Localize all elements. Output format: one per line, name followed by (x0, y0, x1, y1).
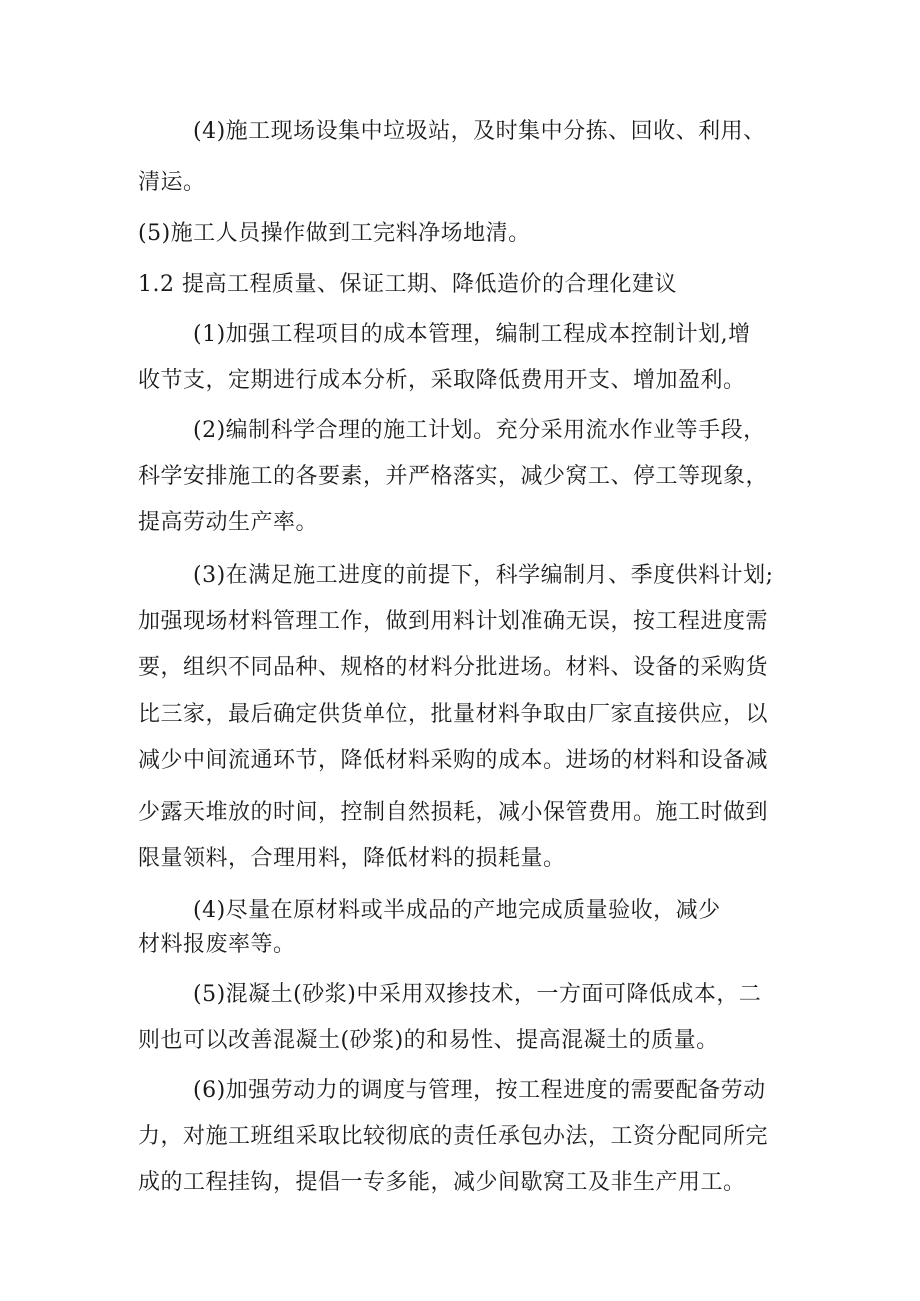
item-2-line-2: 科学安排施工的各要素，并严格落实，减少窝工、停工等现象， (138, 464, 769, 489)
item-2-line-1: (2)编制科学合理的施工计划。充分采用流水作业等手段， (193, 418, 766, 443)
item-5-line-1: (5)混凝土(砂浆)中采用双掺技术，一方面可降低成本，二 (193, 982, 762, 1007)
item-3-line-6: 少露天堆放的时间，控制自然损耗，减小保管费用。施工时做到 (138, 800, 769, 825)
item-6-line-1: (6)加强劳动力的调度与管理，按工程进度的需要配备劳动 (193, 1078, 766, 1103)
item-3-line-7: 限量领料，合理用料，降低材料的损耗量。 (138, 846, 566, 871)
item-3-line-3: 要，组织不同品种、规格的材料分批进场。材料、设备的采购货 (138, 655, 769, 680)
item-6-line-2: 力，对施工班组采取比较彻底的责任承包办法，工资分配同所完 (138, 1124, 769, 1149)
item-4-line-1: (4)尽量在原材料或半成品的产地完成质量验收，减少 (193, 898, 721, 923)
paragraph-clean-site: (5)施工人员操作做到工完料净场地清。 (138, 221, 531, 246)
item-2-line-3: 提高劳动生产率。 (138, 510, 319, 535)
item-4-line-2: 材料报废率等。 (138, 932, 296, 957)
item-1-line-1: (1)加强工程项目的成本管理，编制工程成本控制计划,增 (193, 322, 751, 347)
item-1-line-2: 收节支，定期进行成本分析，采取降低费用开支、增加盈利。 (138, 368, 746, 393)
item-3-line-4: 比三家，最后确定供货单位，批量材料争取由厂家直接供应，以 (138, 702, 769, 727)
item-3-line-1: (3)在满足施工进度的前提下，科学编制月、季度供料计划; (193, 563, 774, 588)
item-3-line-5: 减少中间流通环节，降低材料采购的成本。进场的材料和设备减 (138, 748, 769, 773)
paragraph-waste-line-2: 清运。 (138, 170, 206, 195)
section-heading: 1.2 提高工程质量、保证工期、降低造价的合理化建议 (138, 272, 677, 297)
item-6-line-3: 成的工程挂钩，提倡一专多能，减少间歇窝工及非生产用工。 (138, 1170, 746, 1195)
paragraph-waste-line-1: (4)施工现场设集中垃圾站，及时集中分拣、回收、利用、 (193, 119, 766, 144)
item-3-line-2: 加强现场材料管理工作，做到用料计划准确无误，按工程进度需 (138, 609, 769, 634)
item-5-line-2: 则也可以改善混凝土(砂浆)的和易性、提高混凝土的质量。 (138, 1028, 719, 1053)
